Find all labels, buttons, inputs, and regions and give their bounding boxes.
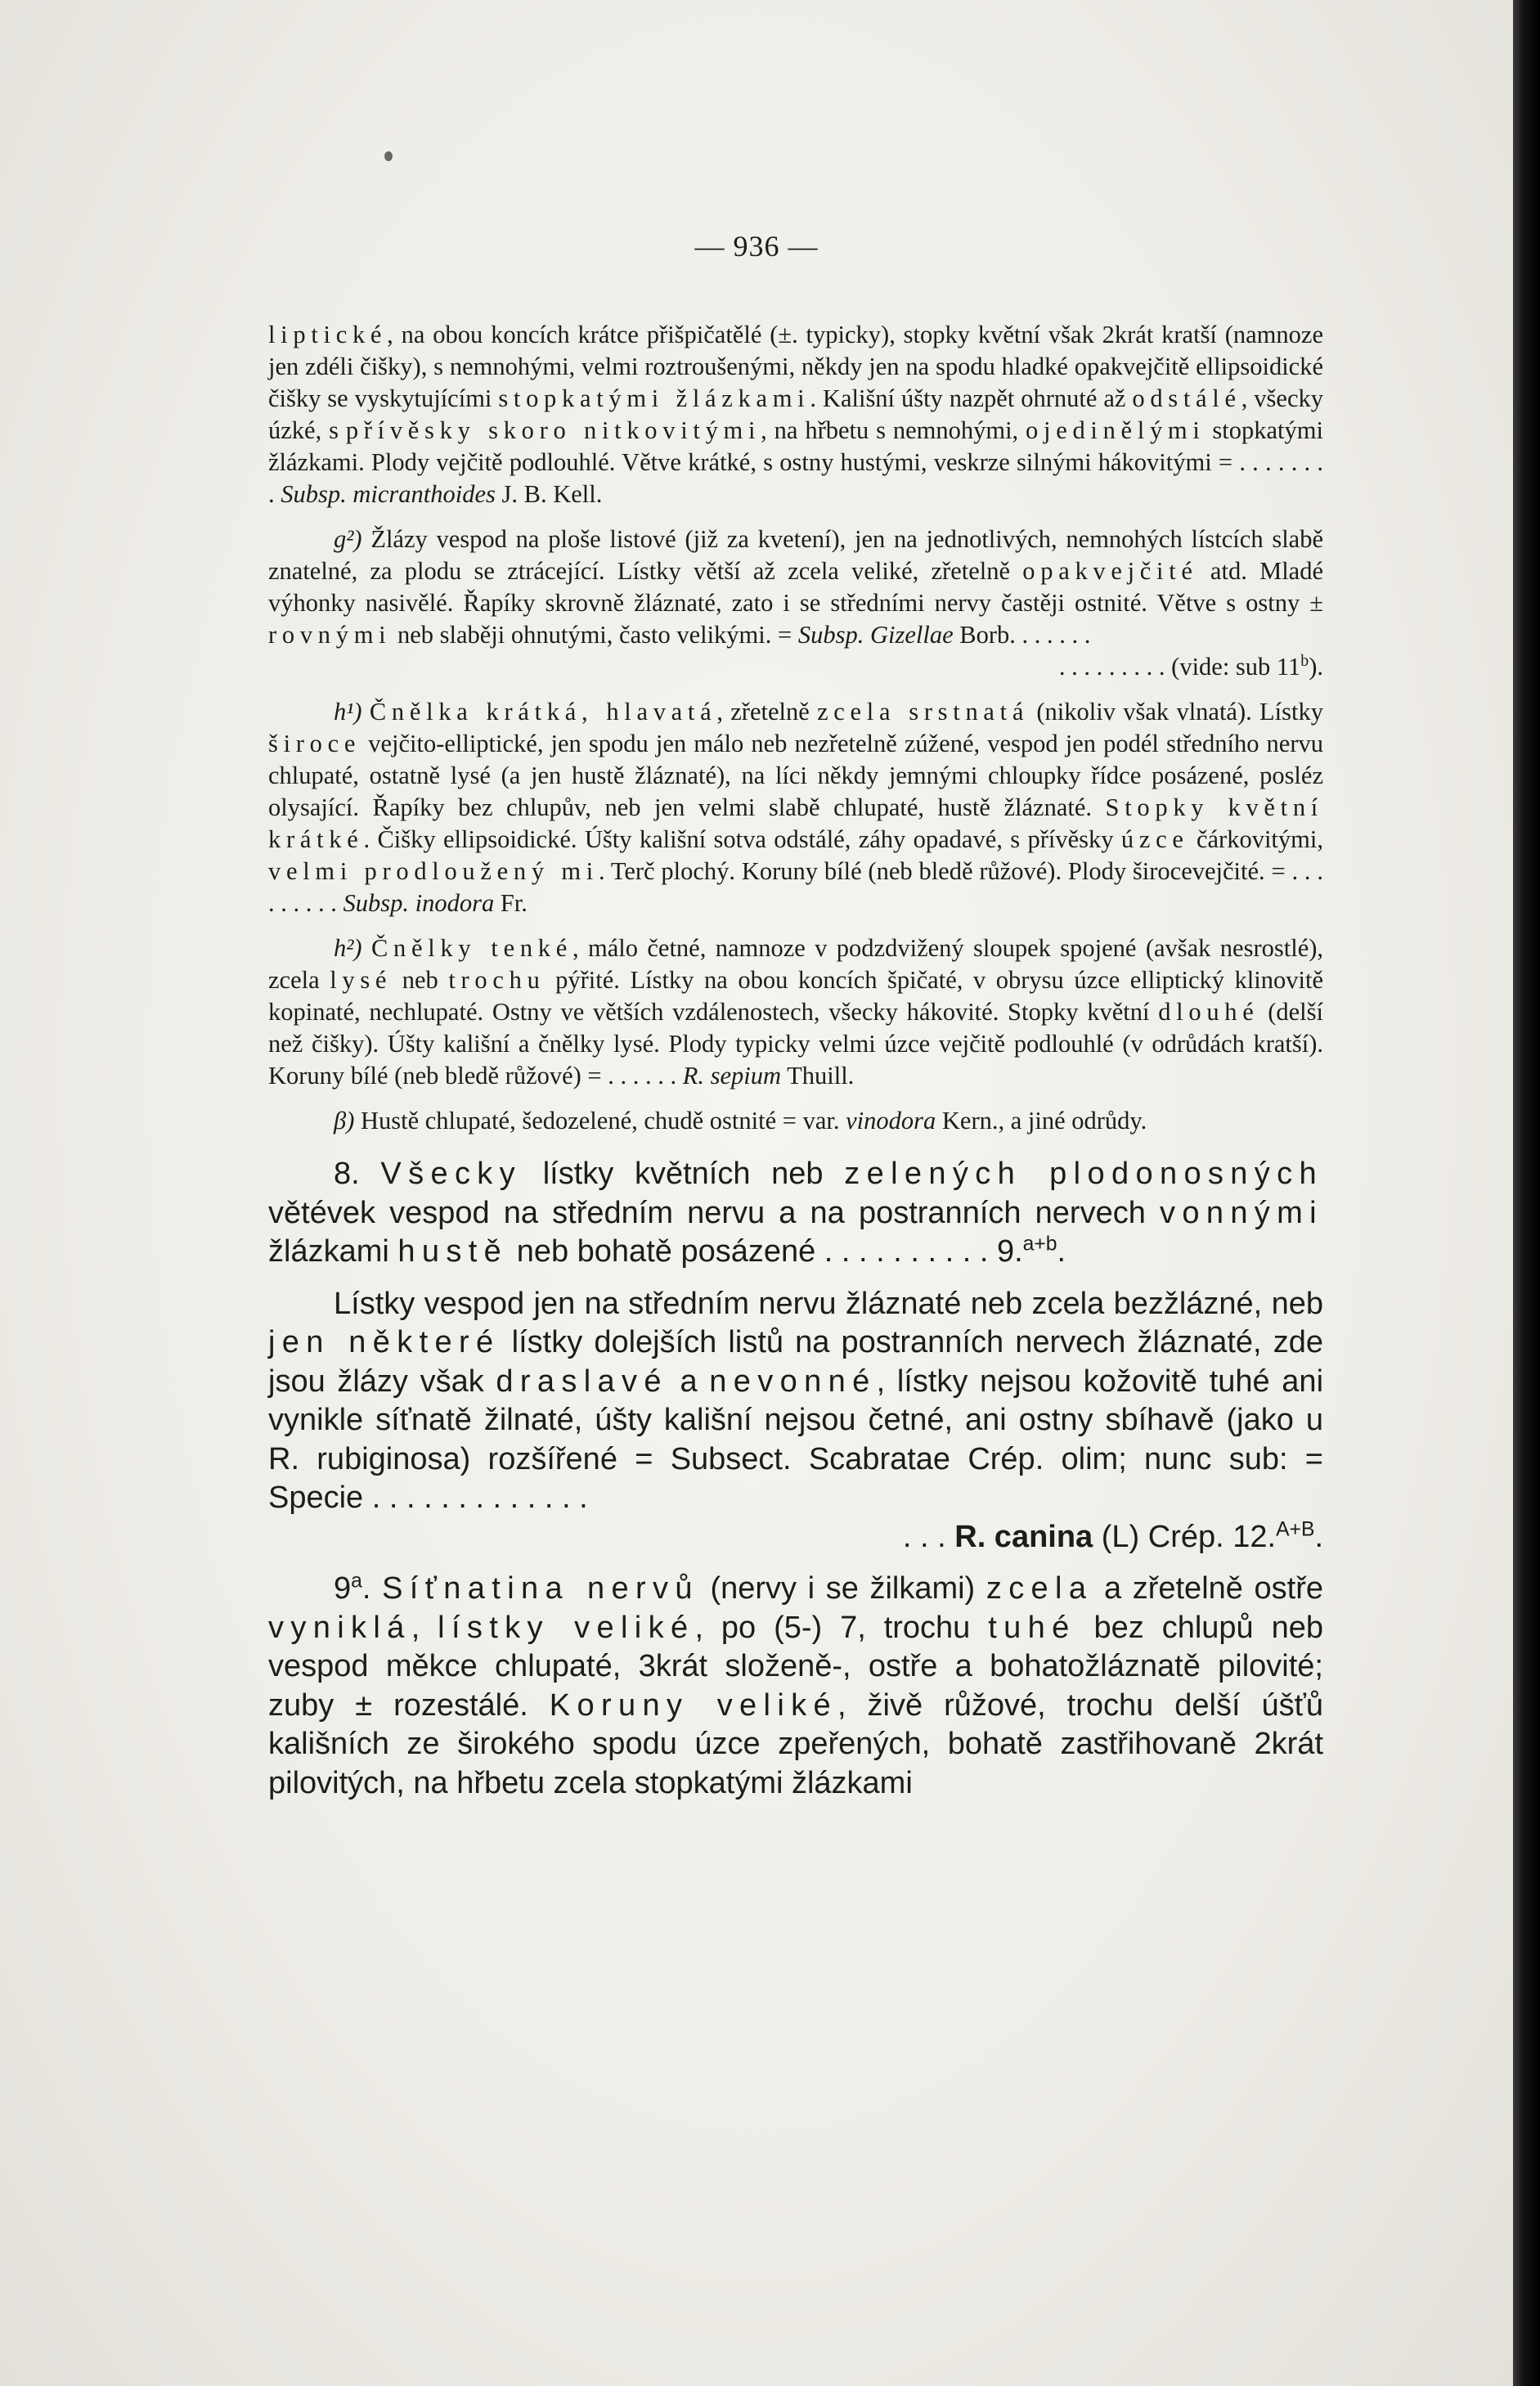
spaced-emphasis: široce (268, 730, 361, 757)
text-run: Žlázy vespod na ploše listové (již za kvetení), jen na jednotlivých, nemnohých lístcích slabě znatelné, za plodu se ztrácející. Lístky větší až zcela veliké, zřetelně (268, 525, 1323, 585)
spaced-emphasis: Čnělka krátká, hlavatá (369, 698, 717, 726)
text-run: vejčito-elliptické, jen spodu jen málo neb nezřetelně zúžené, vespod jen podél středního nervu chlupaté, ostatně lysé (a jen hustě žláznaté), na líci někdy jemnými chloupky řídce posázené, posléz olysající. Řapíky bez chlupův, neb jen velmi slabě chlupaté, hustě žláznaté. (268, 730, 1323, 821)
spaced-emphasis: velmi prodloužený mi (268, 857, 599, 885)
spaced-emphasis: Stopky květní krátké (268, 793, 1323, 853)
large-print-section (268, 1155, 1323, 1803)
spaced-emphasis: draslavé (496, 1364, 668, 1399)
spaced-emphasis: Všecky (380, 1157, 523, 1191)
superscript: a (351, 1570, 362, 1593)
text-run: (L) Crép. 12. (1093, 1519, 1277, 1554)
paragraph (268, 1105, 1323, 1137)
text-body (268, 319, 1323, 1803)
text-run: , málo četné, namnoze v podzdvižený sloupek spojené (avšak nesrostlé), zcela (268, 934, 1324, 994)
text-run: . (1057, 1234, 1066, 1269)
text-run: 9 (334, 1571, 352, 1606)
paragraph (268, 1518, 1323, 1557)
text-run: neb slaběji ohnutými, často velikými. = (391, 621, 798, 649)
text-run: čárkovitými, (1188, 825, 1323, 853)
text-run: J. B. Kell. (495, 480, 603, 508)
text-run: , zřetelně (716, 698, 818, 726)
paragraph (268, 523, 1323, 651)
spaced-emphasis: ojedinělými (1026, 416, 1206, 444)
page-number: — 936 — (694, 230, 819, 263)
small-print-section (268, 319, 1323, 1137)
spaced-emphasis: Koruny veliké (549, 1687, 838, 1723)
text-run: (nervy i se žilkami) (698, 1571, 986, 1606)
text-run (362, 934, 371, 962)
italic-text: vinodora (846, 1107, 936, 1135)
spaced-emphasis: přívěsky skoro nitkovitými (345, 416, 761, 444)
paragraph (268, 1285, 1323, 1518)
text-run: bez chlupů neb vespod měkce chlupaté, 3krát složeně-, ostře a bohatožláznatě pilovité; zuby ± rozestálé. (268, 1610, 1323, 1723)
text-run: lístky květních neb (522, 1157, 845, 1191)
spaced-emphasis: zelených plodonosných (844, 1157, 1324, 1191)
paragraph (268, 932, 1323, 1092)
text-run: , po (5-) 7, trochu (694, 1610, 989, 1645)
text-run: . (1314, 1519, 1323, 1554)
italic-text: R. sepium (682, 1062, 782, 1090)
superscript: A+B (1276, 1517, 1315, 1540)
spaced-emphasis: vonnými (1159, 1195, 1323, 1230)
text-run: Hustě chlupaté, šedozelené, chudě ostnité = var. (354, 1107, 846, 1135)
bold-text: R. canina (954, 1519, 1093, 1554)
paragraph (268, 696, 1323, 919)
text-run: atd. Mladé výhonky nasivělé. Řapíky skrovně žláznaté, zato i se středními nervy častěji ostnité. Větve s ostny ± (268, 557, 1323, 617)
spaced-emphasis: tuhé (988, 1610, 1076, 1645)
text-run: , živě růžové, trochu delší úšťů kališních ze širokého spodu úzce zpeřených, bohatě zastřihovaně 2krát pilovitých, na hřbetu zcela stopkatými žlázkami (268, 1687, 1324, 1800)
text-run: Kern., a jiné odrůdy. (936, 1107, 1147, 1135)
spaced-emphasis: dlouhé (1158, 998, 1259, 1026)
spaced-emphasis: trochu (448, 966, 546, 994)
spaced-emphasis: zcela (986, 1571, 1093, 1606)
text-run: , na obou koncích krátce přišpičatělé (±. typicky), stopky květní však 2krát kratší (namnoze jen zdéli čišky), s nemnohými, velmi roztroušenými, někdy jen na spodu hladké opakvejčitě ellipsoidické čišky se vyskytujícími (268, 321, 1323, 412)
text-run: Lístky vespod jen na středním nervu žláznaté neb zcela bezžlázné, neb (334, 1286, 1323, 1321)
spaced-emphasis: rovnými (268, 621, 392, 649)
text-run: a (667, 1364, 710, 1399)
italic-text: g²) (334, 525, 362, 553)
text-run: lístky dolejších listů na postranních nervech žláznaté, zde jsou žlázy však (268, 1325, 1323, 1399)
text-run: . . . . . . . . . (vide: sub 11 (1058, 653, 1301, 681)
text-run: neb (392, 966, 449, 994)
text-run (362, 698, 370, 726)
italic-text: β) (334, 1107, 355, 1135)
scan-edge (1513, 0, 1540, 2386)
paragraph (268, 319, 1323, 510)
spaced-emphasis: zcela srstnatá (817, 698, 1030, 726)
spaced-emphasis: jen některé (268, 1325, 501, 1359)
spaced-emphasis: úzce (1120, 825, 1189, 853)
text-run: . Kališní úšty nazpět ohrnuté až (810, 384, 1133, 412)
superscript: b (1300, 651, 1309, 670)
italic-text: h¹) (334, 698, 362, 726)
text-run: neb bohatě posázené . . . . . . . . . . 9. (508, 1234, 1023, 1269)
text-run: stopkatými žlázkami. Plody vejčitě podlouhlé. Větve krátké, s ostny hustými, veskrze silnými hákovitými = . . . . . . . . (268, 416, 1323, 508)
text-run: ). (1309, 653, 1323, 681)
spaced-emphasis: lysé (330, 966, 393, 994)
spaced-emphasis: lístky veliké (438, 1610, 695, 1645)
text-run: Borb. . . . . . . (953, 621, 1091, 649)
spaced-emphasis: vyniklá (268, 1610, 411, 1645)
text-run: pýřité. Lístky na obou koncích špičaté, v obrysu úzce elliptický klinovitě kopinaté, nechlupaté. Ostny ve větších vzdálenostech, všecky hákovité. Stopky květní (268, 966, 1323, 1026)
text-run: (delší než čišky). Úšty kališní a čnělky lysé. Plody typicky velmi úzce vejčitě podlouhlé (v odrůdách kratší). Koruny bílé (neb bledě růžové) = . . . . . . (268, 998, 1324, 1090)
text-run: , všecky úzké, s (268, 384, 1323, 444)
spaced-emphasis: nevonné (709, 1364, 877, 1399)
italic-text: Subsp. Gizellae (797, 621, 954, 649)
text-run: . Čišky ellipsoidické. Úšty kališní sotva odstálé, záhy opadavé, s přívěsky (363, 825, 1121, 853)
text-run: (nikoliv však vlnatá). Lístky (1029, 698, 1323, 726)
text-run: a zřetelně ostře (1093, 1571, 1323, 1606)
superscript: a+b (1022, 1233, 1057, 1256)
text-run: 8. (334, 1157, 381, 1191)
italic-text: Subsp. inodora (343, 889, 495, 917)
text-run: , na hřbetu s nemnohými, (761, 416, 1026, 444)
text-run: . Terč plochý. Koruny bílé (neb bledě růžové). Plody širocevejčité. = . . . . . . . . . (268, 857, 1324, 917)
text-run: . (361, 1571, 383, 1606)
spaced-emphasis: odstálé (1132, 384, 1241, 412)
spaced-emphasis: stopkatými žlázkami (498, 384, 810, 412)
paragraph (268, 651, 1323, 683)
spaced-emphasis: Čnělky tenké (370, 934, 573, 962)
text-run: . . . (902, 1519, 955, 1554)
paragraph (268, 1155, 1323, 1272)
spaced-emphasis: Síťnatina nervů (382, 1571, 699, 1606)
text-run: Fr. (494, 889, 528, 917)
spaced-emphasis: opakvejčité (1022, 557, 1198, 585)
italic-text: h²) (334, 934, 362, 962)
ink-smudge (384, 151, 393, 161)
spaced-emphasis: liptické (268, 321, 388, 348)
italic-text: Subsp. micranthoides (281, 480, 496, 508)
text-run: , (411, 1610, 438, 1645)
text-run: Thuill. (781, 1062, 855, 1090)
text-run: větévek vespod na středním nervu a na postranních nervech (268, 1195, 1160, 1230)
text-run: žlázkami (268, 1234, 398, 1269)
text-run: , lístky nejsou kožovitě tuhé ani vynikle síťnatě žilnaté, úšty kališní nejsou četné, ani ostny sbíhavě (jako u R. rubiginosa) rozšířené = Subsect. Scabratae Crép. olim; nunc sub: = Specie . . . . . . . . . . . . . (268, 1364, 1324, 1515)
paragraph (268, 1570, 1323, 1803)
spaced-emphasis: hustě (397, 1234, 509, 1269)
